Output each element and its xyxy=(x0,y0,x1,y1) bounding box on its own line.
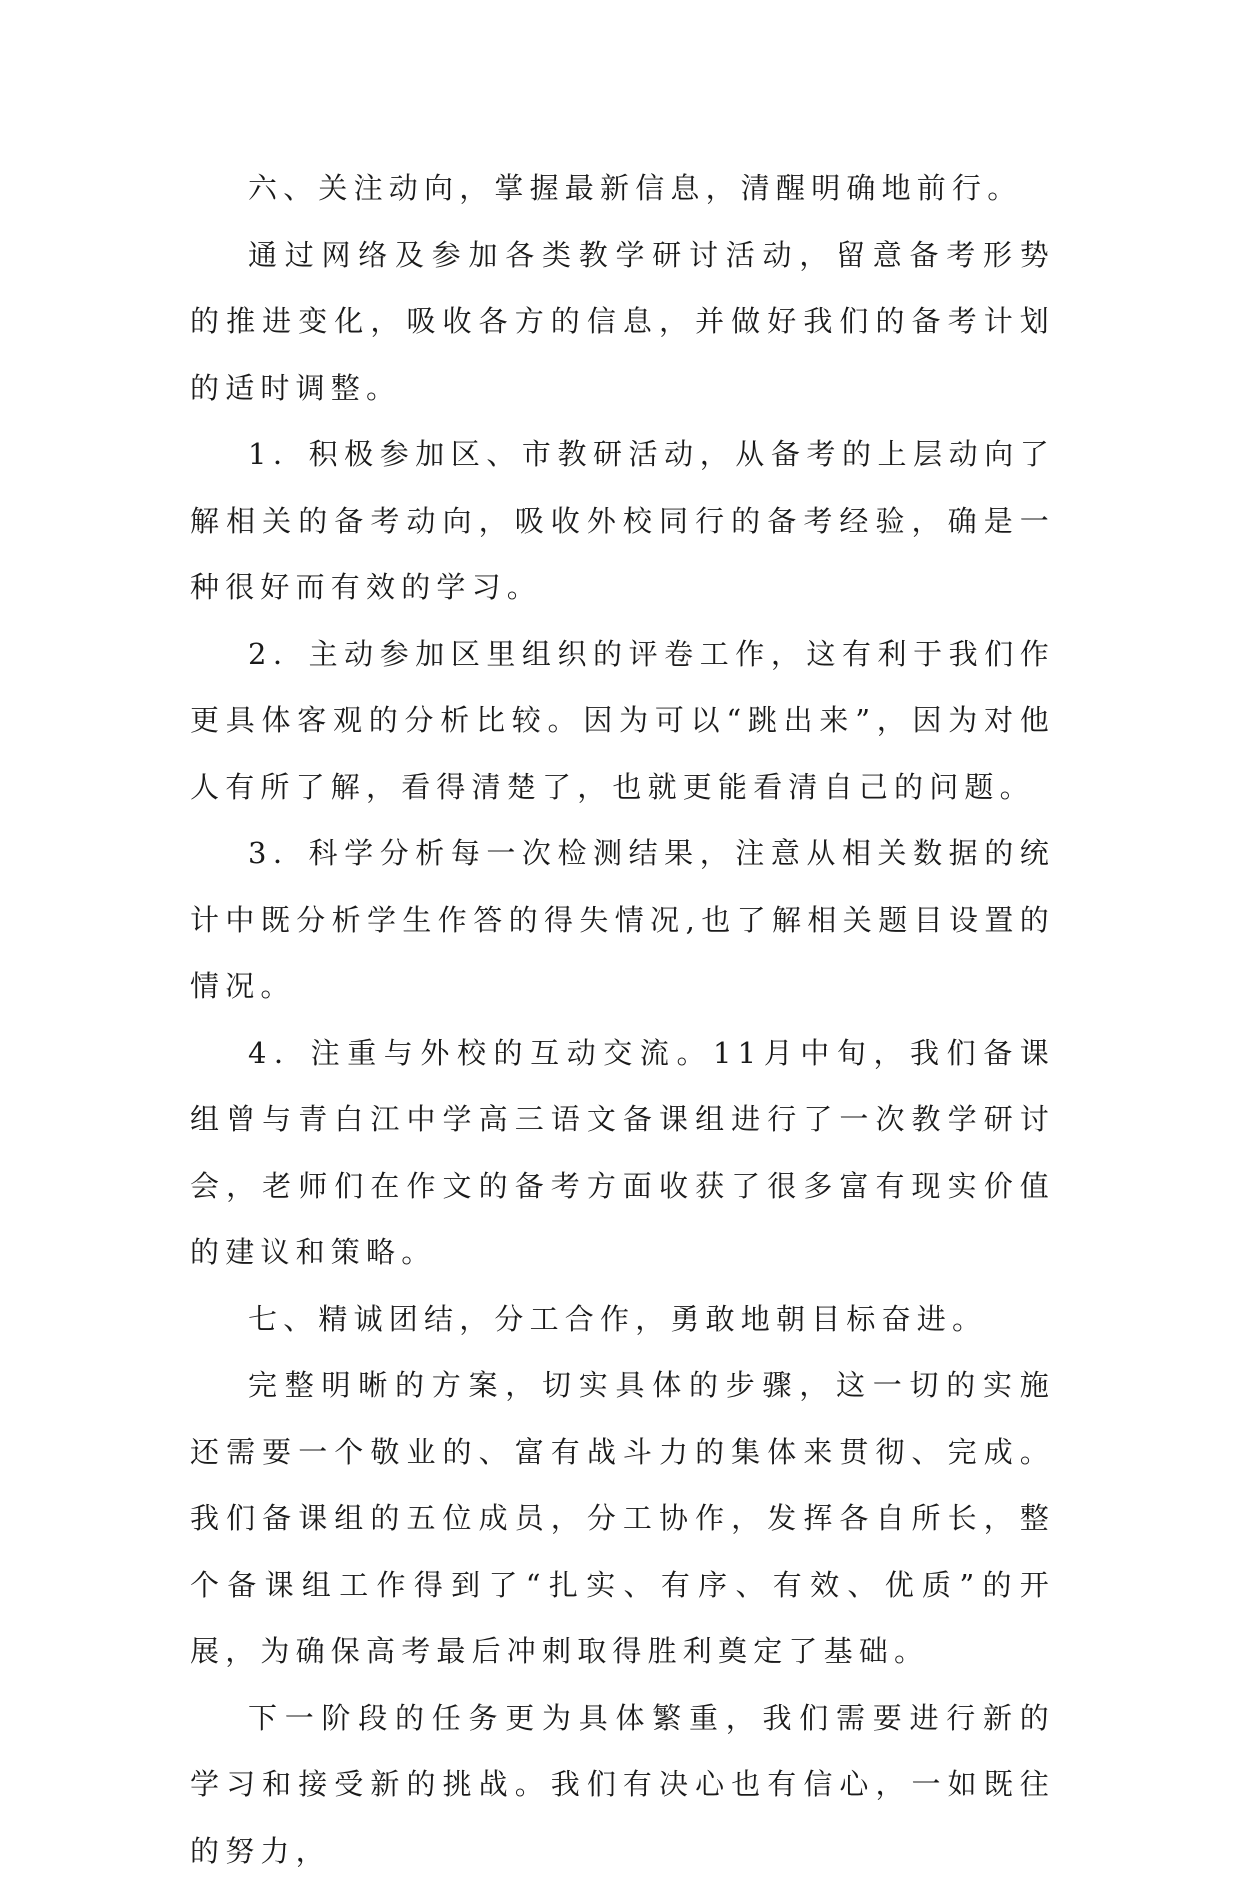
list-item-2: 2．主动参加区里组织的评卷工作，这有利于我们作更具体客观的分析比较。因为可以“跳出来”，因为对他人有所了解，看得清楚了，也就更能看清自己的问题。 xyxy=(190,621,1055,821)
section-heading-six: 六、关注动向，掌握最新信息，清醒明确地前行。 xyxy=(190,155,1055,222)
section-heading-seven: 七、精诚团结，分工合作，勇敢地朝目标奋进。 xyxy=(190,1286,1055,1353)
list-item-3: 3．科学分析每一次检测结果，注意从相关数据的统计中既分析学生作答的得失情况,也了解相关题目设置的情况。 xyxy=(190,820,1055,1020)
paragraph: 下一阶段的任务更为具体繁重，我们需要进行新的学习和接受新的挑战。我们有决心也有信心，一如既往的努力， xyxy=(190,1685,1055,1884)
paragraph: 完整明晰的方案，切实具体的步骤，这一切的实施还需要一个敬业的、富有战斗力的集体来贯彻、完成。我们备课组的五位成员，分工协作，发挥各自所长，整个备课组工作得到了“扎实、有序、有效、优质”的开展，为确保高考最后冲刺取得胜利奠定了基础。 xyxy=(190,1352,1055,1685)
paragraph: 通过网络及参加各类教学研讨活动，留意备考形势的推进变化，吸收各方的信息，并做好我们的备考计划的适时调整。 xyxy=(190,222,1055,422)
document-body xyxy=(190,155,1055,1884)
list-item-4: 4．注重与外校的互动交流。11月中旬，我们备课组曾与青白江中学高三语文备课组进行了一次教学研讨会，老师们在作文的备考方面收获了很多富有现实价值的建议和策略。 xyxy=(190,1020,1055,1286)
list-item-1: 1．积极参加区、市教研活动，从备考的上层动向了解相关的备考动向，吸收外校同行的备考经验，确是一种很好而有效的学习。 xyxy=(190,421,1055,621)
